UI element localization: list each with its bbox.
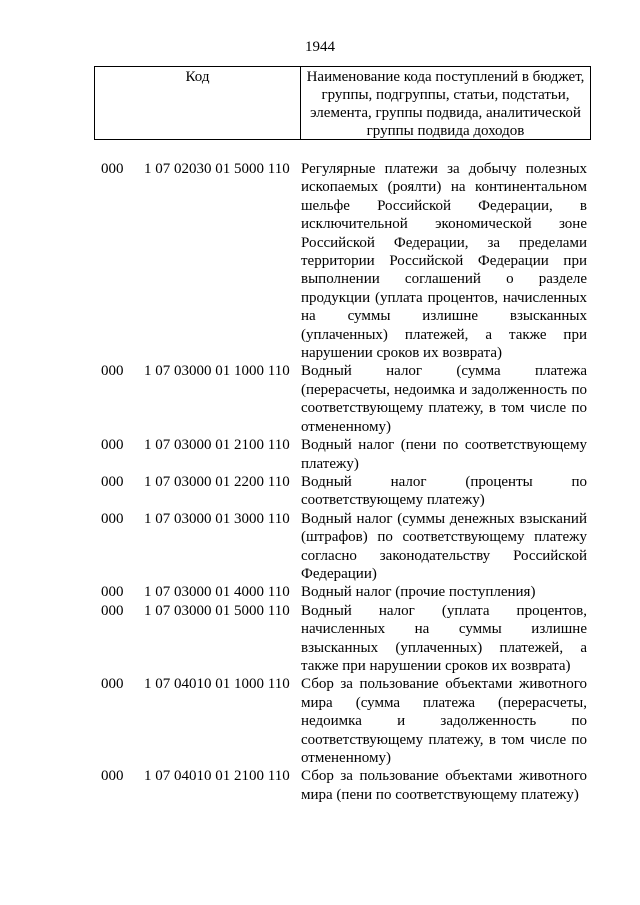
income-code: 1 07 03000 01 2200 110 <box>144 473 290 490</box>
income-code: 1 07 03000 01 3000 110 <box>144 510 290 527</box>
admin-code: 000 <box>101 768 124 785</box>
income-code: 1 07 03000 01 4000 110 <box>144 584 290 601</box>
income-name: Водный налог (сумма платежа (перерасчеты, недоимка и задолженность по соответствующему платежу, в том числе по отмененному) <box>301 363 587 435</box>
admin-code: 000 <box>101 161 124 177</box>
admin-code: 000 <box>101 363 124 380</box>
table-row <box>0 767 640 804</box>
income-name: Водный налог (уплата процентов, начисленных на суммы излишне взысканных (уплаченных) платежей, а также при нарушении сроков их возврата) <box>301 602 587 674</box>
income-name: Регулярные платежи за добычу полезных ископаемых (роялти) на континентальном шельфе Российской Федерации, в исключительной экономической зоне Российской Федерации, за пределами территории Российской Федерации при выполнении соглашений о разделе продукции (уплата процентов, начисленных на суммы излишне взысканных (уплаченных) платежей, а также при нарушении сроков их возврата) <box>301 161 587 362</box>
table-row <box>0 160 640 362</box>
income-name: Водный налог (пени по соответствующему платежу) <box>301 437 587 472</box>
admin-code: 000 <box>101 602 124 619</box>
table-row <box>0 473 640 510</box>
income-code: 1 07 03000 01 5000 110 <box>144 602 290 619</box>
admin-code: 000 <box>101 510 124 527</box>
income-name: Водный налог (прочие поступления) <box>301 584 536 601</box>
table-row <box>0 602 640 676</box>
table-row <box>0 583 640 601</box>
income-name: Сбор за пользование объектами животного мира (пени по соответствующему платежу) <box>301 768 587 803</box>
table-row <box>0 510 640 584</box>
admin-code: 000 <box>101 584 124 601</box>
admin-code: 000 <box>101 676 124 693</box>
income-code: 1 07 03000 01 2100 110 <box>144 437 290 454</box>
page-number: 1944 <box>305 39 335 55</box>
admin-code: 000 <box>101 473 124 490</box>
header-name-column: Наименование кода поступлений в бюджет, группы, подгруппы, статьи, подстатьи, элемента, группы подвида, аналитической группы подвида доходов <box>306 69 585 139</box>
header-code-column: Код <box>95 67 301 139</box>
income-code: 1 07 03000 01 1000 110 <box>144 363 290 380</box>
admin-code: 000 <box>101 437 124 454</box>
income-name: Водный налог (проценты по соответствующему платежу) <box>301 473 587 509</box>
table-row <box>0 436 640 473</box>
income-name: Водный налог (суммы денежных взысканий (штрафов) по соответствующему платежу согласно законодательству Российской Федерации) <box>301 510 587 582</box>
income-code: 1 07 04010 01 2100 110 <box>144 768 290 785</box>
income-code: 1 07 02030 01 5000 110 <box>144 161 290 177</box>
table-row <box>0 362 640 436</box>
income-name: Сбор за пользование объектами животного мира (сумма платежа (перерасчеты, недоимка и задолженность по соответствующему платежу, в том числе по отмененному) <box>301 676 587 766</box>
table-body <box>0 160 640 804</box>
table-row <box>0 675 640 767</box>
income-code: 1 07 04010 01 1000 110 <box>144 676 290 693</box>
table-header <box>94 66 591 140</box>
